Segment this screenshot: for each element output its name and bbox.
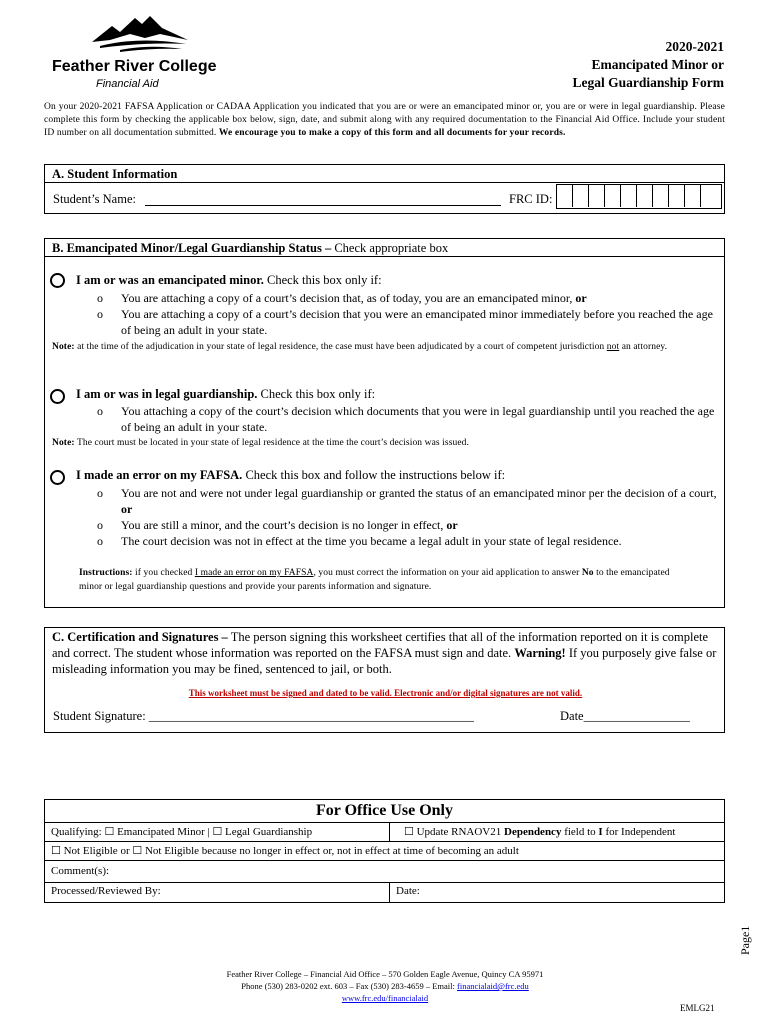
emancipated-minor-radio[interactable] — [50, 273, 65, 288]
update-dependency-checkbox[interactable]: ☐ Update RNAOV21 Dependency field to I for Independent — [404, 826, 676, 838]
option-error-title: I made an error on my FAFSA. Check this box and follow the instructions below if: — [76, 468, 506, 482]
option-guardianship-note: Note: The court must be located in your state of legal residence at the time the court’s decision was issued. — [52, 438, 469, 448]
not-eligible-checkboxes[interactable]: ☐ Not Eligible or ☐ Not Eligible because no longer in effect or, not in effect at time of becoming an adult — [45, 841, 724, 860]
form-title: 2020-2021 Emancipated Minor or Legal Guardianship Form — [572, 39, 724, 90]
processed-by-field[interactable]: Processed/Reviewed By: — [45, 883, 390, 903]
section-c — [44, 627, 725, 733]
signature-warning: This worksheet must be signed and dated to be valid. Electronic and/or digital signatures are not valid. — [188, 688, 583, 698]
legal-guardianship-radio[interactable] — [50, 389, 65, 404]
email-link[interactable]: financialaid@frc.edu — [457, 981, 529, 991]
option-emancipated-title: I am or was an emancipated minor. Check this box only if: — [76, 273, 382, 287]
qualifying-checkboxes[interactable]: Qualifying: ☐ Emancipated Minor | ☐ Legal Guardianship — [45, 823, 390, 841]
certification-text: C. Certification and Signatures – The person signing this worksheet certifies that all of the information reported on it is complete and correct. The student whose information was reported on the FAFSA must sign and date. Warning! If you purposely give false or misleading information you may be fined, sentenced to jail, or both. — [52, 630, 717, 676]
website-link[interactable]: www.frc.edu/financialaid — [341, 993, 429, 1003]
form-code: EMLG21 — [680, 1003, 715, 1013]
frc-id-field[interactable] — [556, 184, 722, 209]
office-use-section — [44, 799, 725, 903]
option-guardianship-title: I am or was in legal guardianship. Check this box only if: — [76, 387, 376, 401]
instructions-text: Instructions: if you checked I made an error on my FAFSA, you must correct the information on your aid application to answer No to the emancipated minor or legal guardianship questions and provide your parents information and signature. — [79, 568, 670, 592]
student-name-field[interactable] — [145, 205, 501, 206]
footer: Feather River College – Financial Aid Office – 570 Golden Eagle Avenue, Quincy CA 95971 Phone (530) 283-0202 ext. 603 – Fax (530) 283-4659 – Email: financialaid@frc.edu www.frc.edu/financialaid — [226, 969, 544, 1003]
page-number: Page1 — [738, 925, 752, 955]
section-b-header: B. Emancipated Minor/Legal Guardianship Status – Check appropriate box — [45, 239, 724, 257]
logo-name: Feather River College — [52, 58, 217, 75]
option-emancipated-bullets: o You are attaching a copy of a court’s decision that, as of today, you are an emancipated minor, or o You are attaching a copy of a court’s decision that you were an emancipated minor immediately before you reached the age of being an adult in your state. — [97, 291, 713, 337]
section-b — [44, 238, 725, 608]
student-name-label: Student’s Name: — [53, 192, 136, 206]
option-error-bullets: o You are not and were not under legal guardianship or granted the status of an emancipated minor per the decision of a court, or o You are still a minor, and the court’s decision is no longer in effect, or o The court decision was not in effect at the time you became a legal adult in your state of legal residence. — [97, 486, 717, 548]
frc-id-label: FRC ID: — [509, 192, 553, 206]
section-a — [44, 164, 725, 214]
option-guardianship-bullets: o You attaching a copy of the court’s decision which documents that you were in legal guardianship until you reached the age of being an adult in your state. — [97, 404, 715, 434]
logo — [52, 12, 222, 92]
signature-date-field[interactable]: Date_________________ — [560, 709, 690, 723]
option-emancipated-note: Note: at the time of the adjudication in your state of legal residence, the case must have been adjudicated by a court of competent jurisdiction not an attorney. — [52, 342, 668, 352]
fafsa-error-radio[interactable] — [50, 470, 65, 485]
office-date-field[interactable]: Date: — [396, 885, 420, 897]
office-use-title: For Office Use Only — [315, 802, 453, 819]
mountain-logo-icon — [90, 12, 190, 52]
comments-field[interactable]: Comment(s): — [45, 860, 724, 882]
logo-subtitle: Financial Aid — [96, 78, 159, 90]
student-signature-field[interactable]: Student Signature: ____________________________________________________ — [53, 709, 474, 723]
intro-paragraph: On your 2020-2021 FAFSA Application or CADAA Application you indicated that you are or were an emancipated minor or, you are or were in legal guardianship. Please complete this form by checking the applicable box below, sign, date, and submit along with any required documentation to the Financial Aid Office. Include your student ID number on all documentation submitted. We encourage you to make a copy of this form and all documents for your records. — [44, 102, 725, 138]
section-a-header: A. Student Information — [45, 165, 724, 183]
